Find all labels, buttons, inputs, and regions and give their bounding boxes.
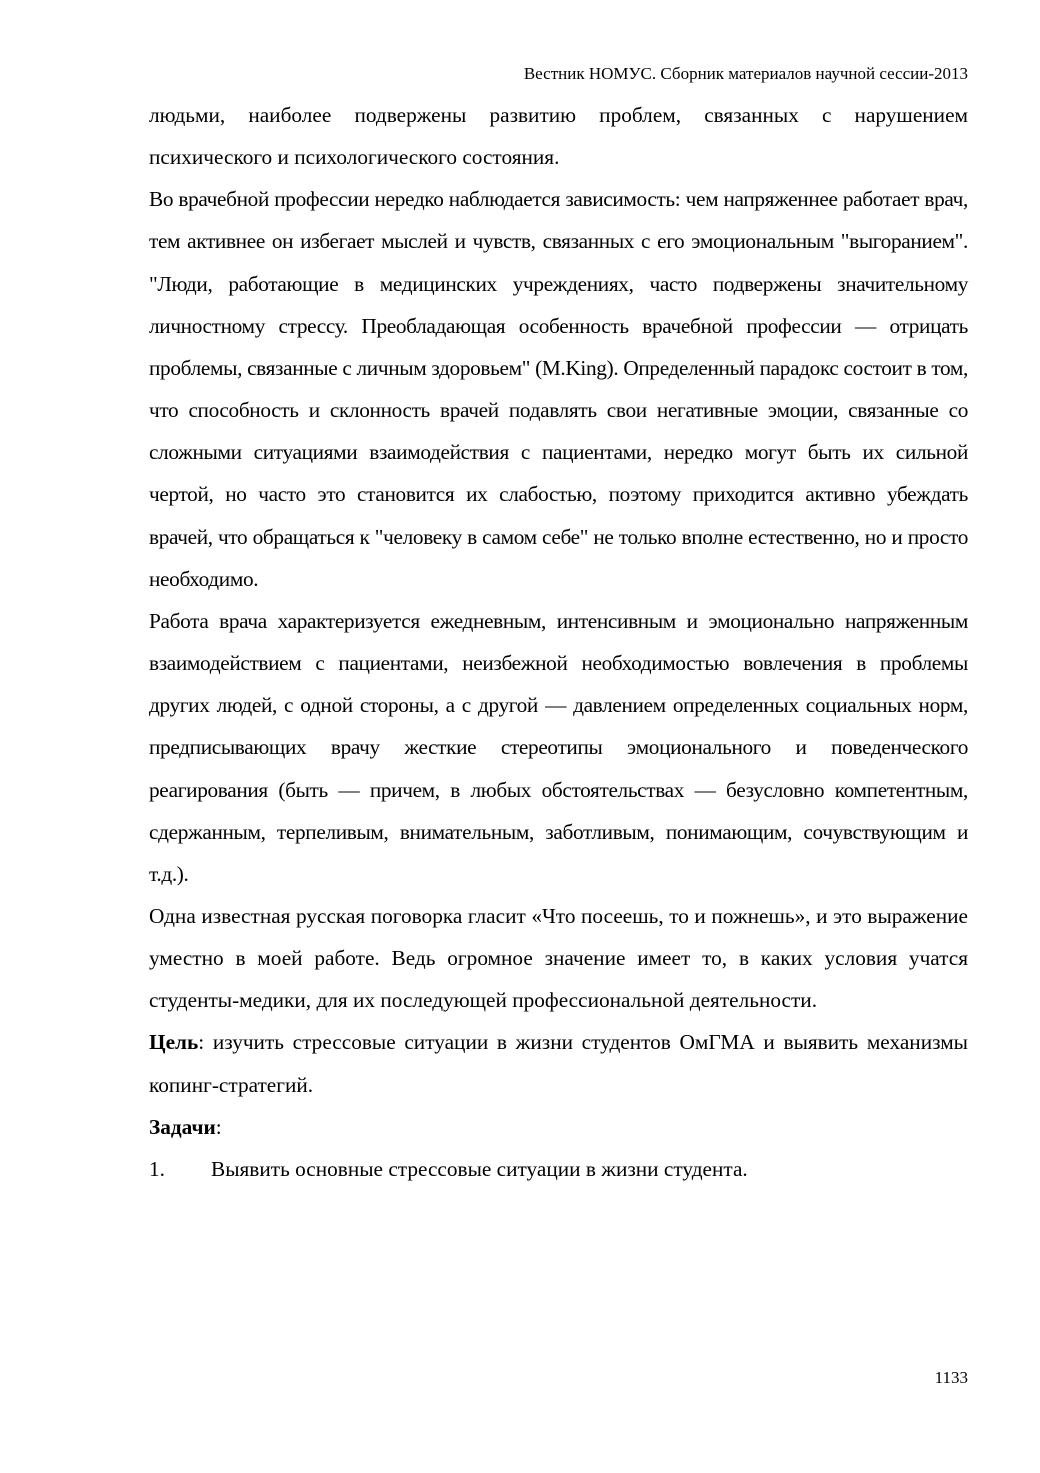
paragraph-2: Во врачебной профессии нередко наблюдается зависимость: чем напряженнее работает врач, тем активнее он избегает мыслей и чувств, связанных с его эмоциональным "выгоранием". "Люди, работающие в медицинских учреждениях, часто подвержены значительному личностному стрессу. Преобладающая особенность врачебной профессии — отрицать проблемы, связанные с личным здоровьем" (M.King). Определенный парадокс состоит в том, что способность и склонность врачей подавлять свои негативные эмоции, связанные со сложными ситуациями взаимодействия с пациентами, нередко могут быть их сильной чертой, но часто это становится их слабостью, поэтому приходится активно убеждать врачей, что обращаться к "человеку в самом себе" не только вполне естественно, но и просто необходимо. [149, 187, 968, 591]
body-text [149, 94, 968, 1190]
running-header: Вестник НОМУС. Сборник материалов научной сессии-2013 [523, 64, 968, 83]
paragraph-3: Работа врача характеризуется ежедневным, интенсивным и эмоционально напряженным взаимодействием с пациентами, неизбежной необходимостью вовлечения в проблемы других людей, с одной стороны, а с другой — давлением определенных социальных норм, предписывающих врачу жесткие стереотипы эмоционального и поведенческого реагирования (быть — причем, в любых обстоятельствах — безусловно компетентным, сдержанным, терпеливым, внимательным, заботливым, понимающим, сочувствующим и т.д.). [149, 608, 968, 886]
task-number: 1. [149, 1156, 165, 1181]
tasks-heading [149, 1106, 968, 1148]
paragraph-1: людьми, наиболее подвержены развитию проблем, связанных с нарушением психического и психологического состояния. [149, 103, 968, 170]
task-item [149, 1148, 968, 1190]
task-text: Выявить основные стрессовые ситуации в жизни студента. [211, 1156, 748, 1181]
paragraph-4: Одна известная русская поговорка гласит «Что посеешь, то и пожнешь», и это выражение уместно в моей работе. Ведь огромное значение имеет то, в каких условия учатся студенты-медики, для их последующей профессиональной деятельности. [149, 903, 968, 1013]
goal-paragraph [149, 1021, 968, 1105]
page-number: 1133 [934, 1368, 968, 1387]
goal-text: : изучить стрессовые ситуации в жизни студентов ОмГМА и выявить механизмы копинг-стратегий. [149, 1030, 968, 1097]
tasks-colon: : [215, 1114, 222, 1139]
goal-label: Цель [149, 1030, 199, 1055]
tasks-label: Задачи [149, 1114, 216, 1139]
